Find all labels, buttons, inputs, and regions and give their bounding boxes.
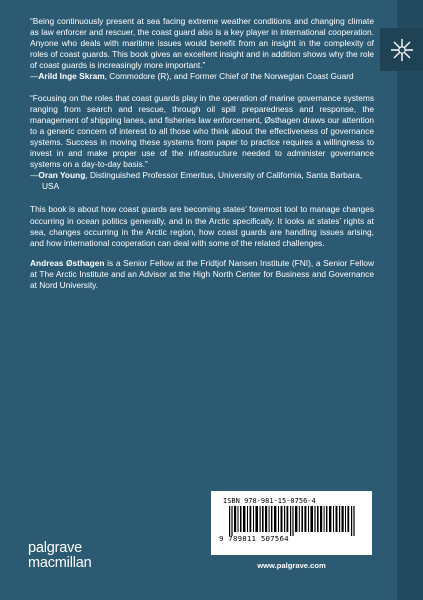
star-burst-icon: [389, 37, 415, 63]
endorsement-quote-1: [30, 16, 374, 83]
barcode-panel: [211, 491, 372, 575]
spine-logo-box: [380, 28, 423, 71]
back-cover-text: [30, 16, 374, 300]
publisher-logo: [28, 541, 91, 571]
endorsement-quote-2: [30, 93, 374, 193]
quote-attribution: —Oran Young, Distinguished Professor Emeritus, University of California, Santa Barbara, USA: [30, 170, 363, 192]
quote-text: “Being continuously present at sea facing extreme weather conditions and changing climate as law enforcer and rescuer, the coast guard also is a key player in international cooperation. Anyone who deals with maritime issues would benefit from an insight in the complexity of roles of coast guards. This book gives an excellent insight and in addition shows why the role of coast guards is increasingly more important.”: [30, 16, 374, 71]
quote-text: “Focusing on the roles that coast guards play in the operation of marine governance systems ranging from search and rescue, through oil spill preparedness and response, the management of shipping lanes, and fisheries law enforcement, Østhagen draws our attention to a generic concern of interest to all those who think about the effectiveness of governance systems. Success in moving these systems from paper to practice requires a willingness to invest in and make proper use of the infrastructure needed to administer governance systems on a day-to-day basis.”: [30, 92, 374, 170]
book-spine: [397, 0, 423, 600]
quote-author: Oran Young: [38, 170, 86, 181]
quote-author: Arild Inge Skram: [38, 71, 105, 82]
barcode-digits: 9 789811 507564: [219, 534, 289, 543]
author-bio: [30, 258, 374, 291]
barcode-icon: [223, 506, 361, 536]
publisher-name-line1: palgrave: [28, 540, 83, 556]
publisher-url[interactable]: www.palgrave.com: [211, 555, 372, 575]
author-bio-text: is a Senior Fellow at the Fridtjof Nansen Institute (FNI), a Senior Fellow at The Arctic Institute and an Advisor at the High North Center for Business and Governance at Nord University.: [30, 257, 374, 290]
author-name: Andreas Østhagen: [30, 257, 105, 268]
quote-attribution: —Arild Inge Skram, Commodore (R), and Former Chief of the Norwegian Coast Guard: [30, 71, 354, 82]
publisher-name-line2: macmillan: [28, 555, 92, 571]
book-description: This book is about how coast guards are becoming states’ foremost tool to manage changes occurring in ocean politics generally, and in the Arctic specifically. It looks at states’ rights at sea, changes occurring in the Arctic region, how coast guards are handling issues arising, and how international cooperation can deal with some of the related challenges.: [30, 204, 374, 248]
isbn-label: ISBN 978-981-15-0756-4: [223, 497, 316, 505]
quote-affiliation: , Distinguished Professor Emeritus, University of California, Santa Barbara, USA: [42, 170, 363, 192]
quote-affiliation: , Commodore (R), and Former Chief of the Norwegian Coast Guard: [104, 71, 354, 82]
